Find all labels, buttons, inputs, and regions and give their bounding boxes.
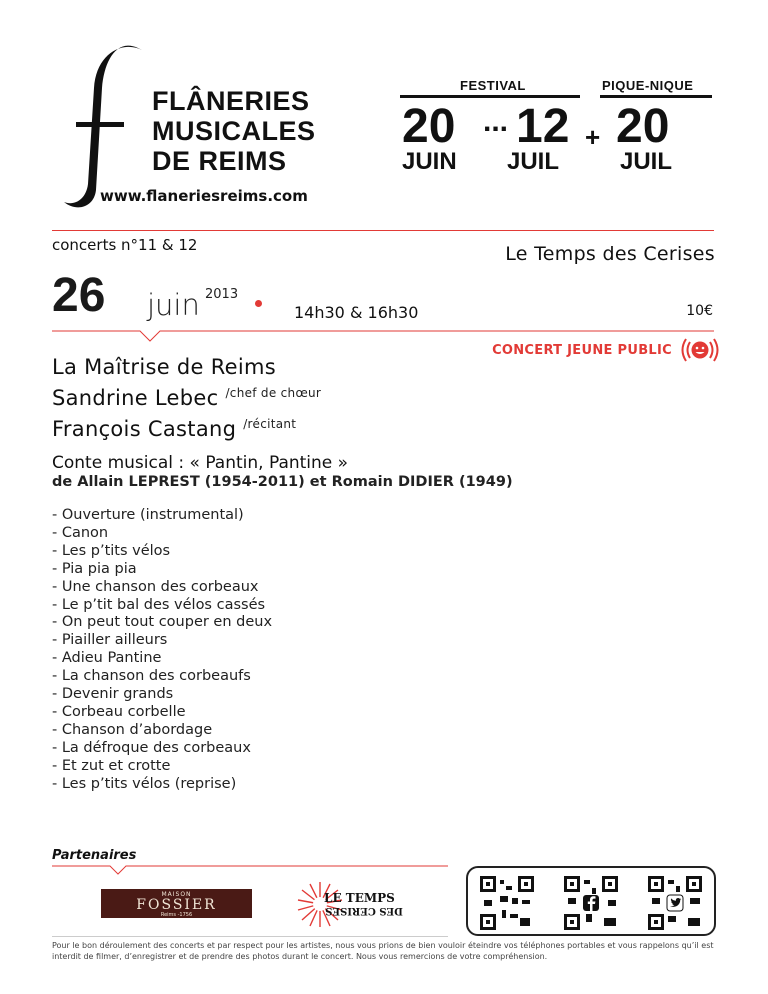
artist-1 [52,355,276,379]
track-item: - Les p’tits vélos [52,542,171,559]
track-item: - Les p’tits vélos (reprise) [52,775,237,792]
track-item: - Devenir grands [52,686,174,703]
start-month: JUIN [402,148,457,175]
facebook-qr-code[interactable] [564,876,618,930]
festival-label: FESTIVAL [460,78,526,93]
artist-2 [52,386,321,410]
end-day: 12 [516,100,570,153]
smiley-icon [680,336,720,364]
qr-codes [468,868,714,934]
track-item: - Chanson d’abordage [52,721,213,738]
plus-sign: + [585,122,601,152]
artist-role: /chef de chœur [225,386,322,400]
end-month: JUIL [507,148,560,175]
artist-name: François Castang [52,417,237,441]
event-price: 10€ [686,303,713,319]
qr-code-icon[interactable] [480,876,534,930]
cerises-line1: LE TEMPS [324,891,395,905]
concert-numbers: concerts n°11 & 12 [52,236,198,254]
venue-name: Le Temps des Cerises [505,243,715,265]
track-item: - Adieu Pantine [52,650,162,667]
track-item: - Pia pia pia [52,560,137,577]
partners-rule-with-notch [52,862,448,878]
event-month: juin [147,288,200,322]
track-item: - La défroque des corbeaux [52,739,251,756]
piquenique-label: PIQUE-NIQUE [602,78,694,93]
fossier-name: FOSSIER [136,897,217,913]
fossier-logo [101,889,252,918]
track-item: - Canon [52,524,109,541]
festival-name [152,86,316,176]
track-item: - Une chanson des corbeaux [52,578,259,595]
piquenique-day: 20 [616,100,670,153]
temps-des-cerises-logo [296,880,406,928]
date-ellipsis: ... [483,105,509,138]
event-times: 14h30 & 16h30 [294,303,419,322]
fossier-sub: Reims -1756 [160,912,193,918]
track-item: - La chanson des corbeaufs [52,668,251,685]
artist-3 [52,417,296,441]
track-item: - Et zut et crotte [52,757,171,774]
start-day: 20 [402,100,456,153]
program-subtitle: de Allain LEPREST (1954-2011) et Romain DIDIER (1949) [52,474,513,490]
event-day: 26 [52,269,106,322]
facebook-icon [583,895,599,911]
f-clef-logo [46,40,156,210]
piquenique-rule [600,95,712,98]
festival-name-line3: DE REIMS [152,146,287,176]
twitter-icon [667,895,683,911]
footer-rule [52,936,448,937]
event-year: 2013 [205,287,239,302]
artist-name: Sandrine Lebec [52,386,219,410]
track-item: - On peut tout couper en deux [52,614,273,631]
track-item: - Le p’tit bal des vélos cassés [52,596,266,613]
fossier-top: MAISON [161,891,192,898]
track-item: - Piailler ailleurs [52,632,168,649]
partners-label: Partenaires [52,848,137,863]
twitter-qr-code[interactable] [648,876,702,930]
program-title: Conte musical : « Pantin, Pantine » [52,453,349,473]
cerises-line2: DES CERISES [325,905,403,916]
artist-role: /récitant [243,417,297,431]
footer-notice: Pour le bon déroulement des concerts et par respect pour les artistes, nous vous prions de bien vouloir éteindre vos téléphones portables et vous rappelons qu’il est interdit de filmer, d’enregistrer et de prendre des photos durant le concert. Nous vous remercions de votre compréhension. [52,941,714,961]
date-rule-with-notch [52,325,714,345]
track-item: - Ouverture (instrumental) [52,507,244,523]
track-list [52,507,272,794]
audience-label: CONCERT JEUNE PUBLIC [492,343,672,358]
piquenique-month: JUIL [620,148,673,175]
track-item: - Corbeau corbelle [52,703,186,720]
artist-name: La Maîtrise de Reims [52,355,277,379]
festival-name-line1: FLÂNERIES [152,86,310,116]
separator-dot [255,300,262,307]
qr-code-panel [466,866,716,936]
header-rule [52,230,714,231]
website-url[interactable]: www.flaneriesreims.com [100,187,308,205]
festival-name-line2: MUSICALES [152,116,316,146]
